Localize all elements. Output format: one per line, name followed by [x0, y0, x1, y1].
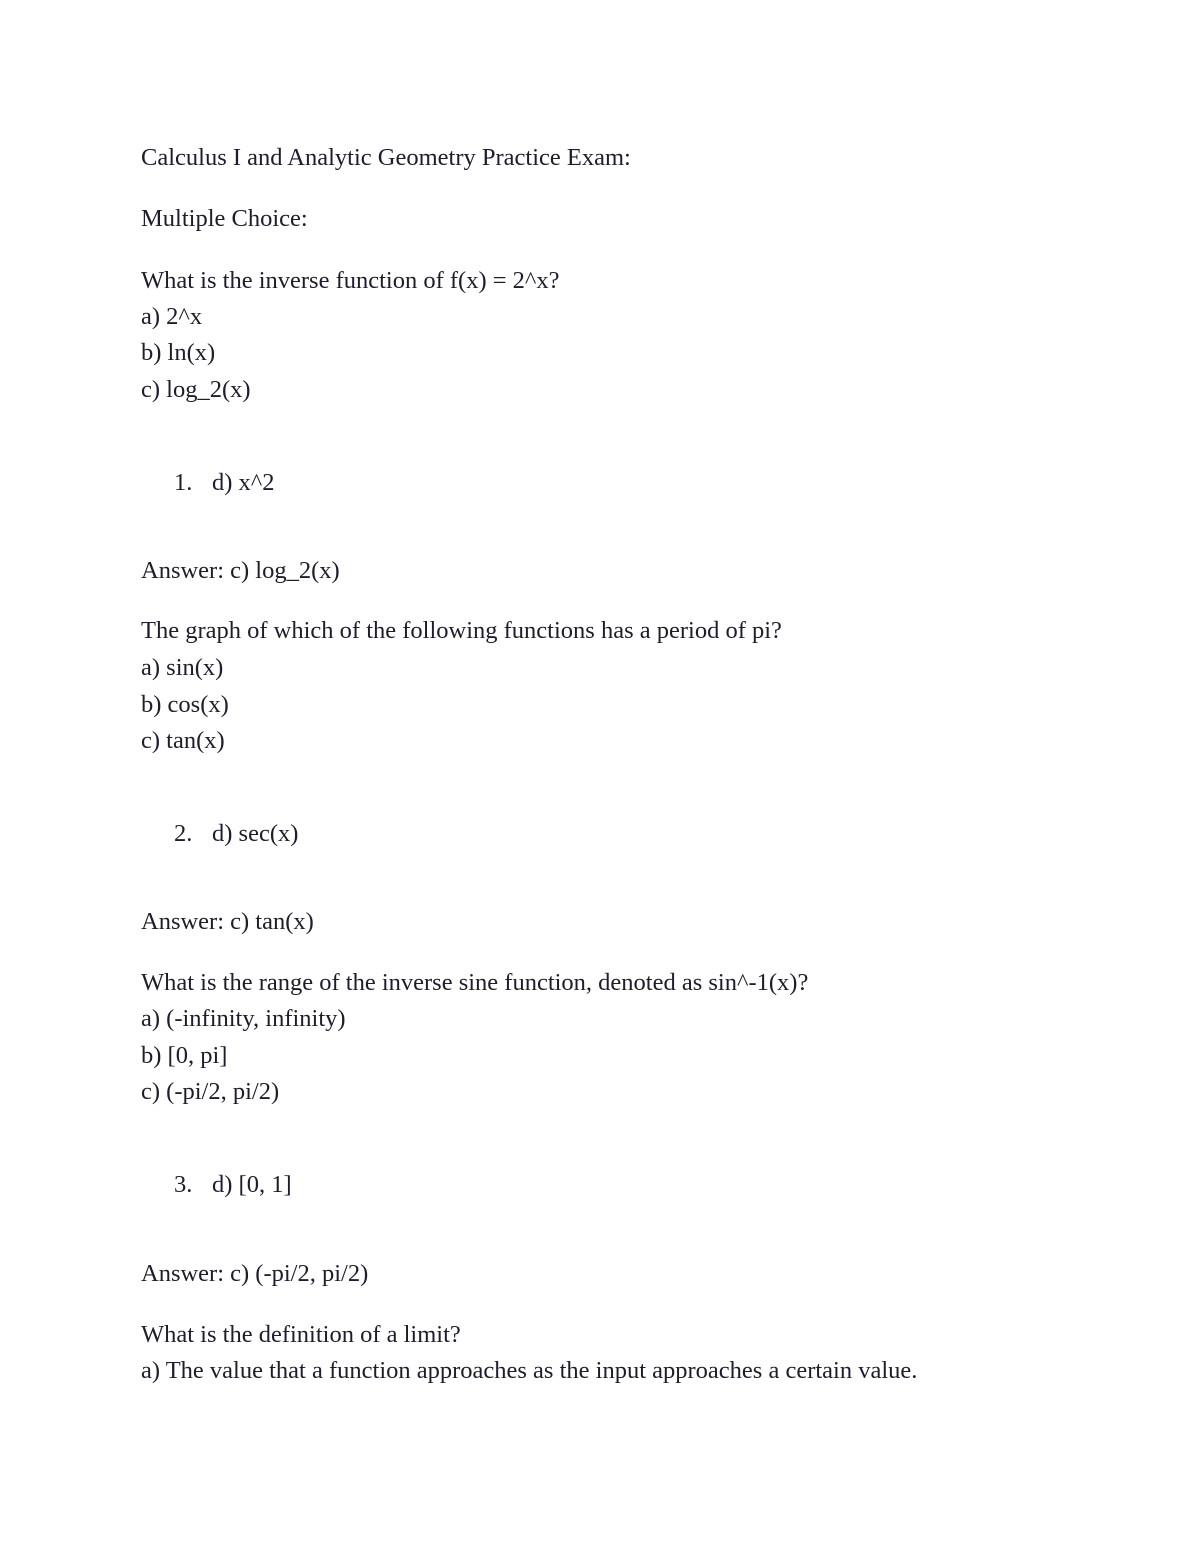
question-3-option-d [174, 1170, 292, 1200]
question-1-answer: Answer: c) log_2(x) [141, 557, 340, 584]
question-3-answer: Answer: c) (-pi/2, pi/2) [141, 1260, 369, 1287]
page-title: Calculus I and Analytic Geometry Practice Exam: [141, 144, 631, 171]
list-number: 1. [174, 469, 193, 496]
question-3-option-a: a) (-infinity, infinity) [141, 1005, 346, 1032]
section-heading: Multiple Choice: [141, 205, 308, 232]
list-number: 3. [174, 1171, 193, 1198]
option-text: d) [0, 1] [212, 1171, 292, 1198]
option-text: d) x^2 [212, 469, 275, 496]
question-1-option-c: c) log_2(x) [141, 376, 251, 403]
question-2-option-a: a) sin(x) [141, 654, 224, 681]
question-4-option-a: a) The value that a function approaches as the input approaches a certain value. [141, 1357, 918, 1384]
option-text: d) sec(x) [212, 820, 299, 847]
question-2-prompt: The graph of which of the following functions has a period of pi? [141, 617, 782, 644]
question-3-option-c: c) (-pi/2, pi/2) [141, 1078, 280, 1105]
question-3-option-b: b) [0, pi] [141, 1042, 228, 1069]
question-3-prompt: What is the range of the inverse sine function, denoted as sin^-1(x)? [141, 969, 809, 996]
question-4-prompt: What is the definition of a limit? [141, 1321, 461, 1348]
question-1-option-a: a) 2^x [141, 303, 203, 330]
question-1-option-d [174, 468, 275, 498]
question-2-option-c: c) tan(x) [141, 727, 225, 754]
list-number: 2. [174, 820, 193, 847]
question-2-option-d [174, 819, 298, 849]
question-1-prompt: What is the inverse function of f(x) = 2^x? [141, 267, 560, 294]
question-2-option-b: b) cos(x) [141, 691, 229, 718]
question-2-answer: Answer: c) tan(x) [141, 908, 314, 935]
question-1-option-b: b) ln(x) [141, 339, 216, 366]
